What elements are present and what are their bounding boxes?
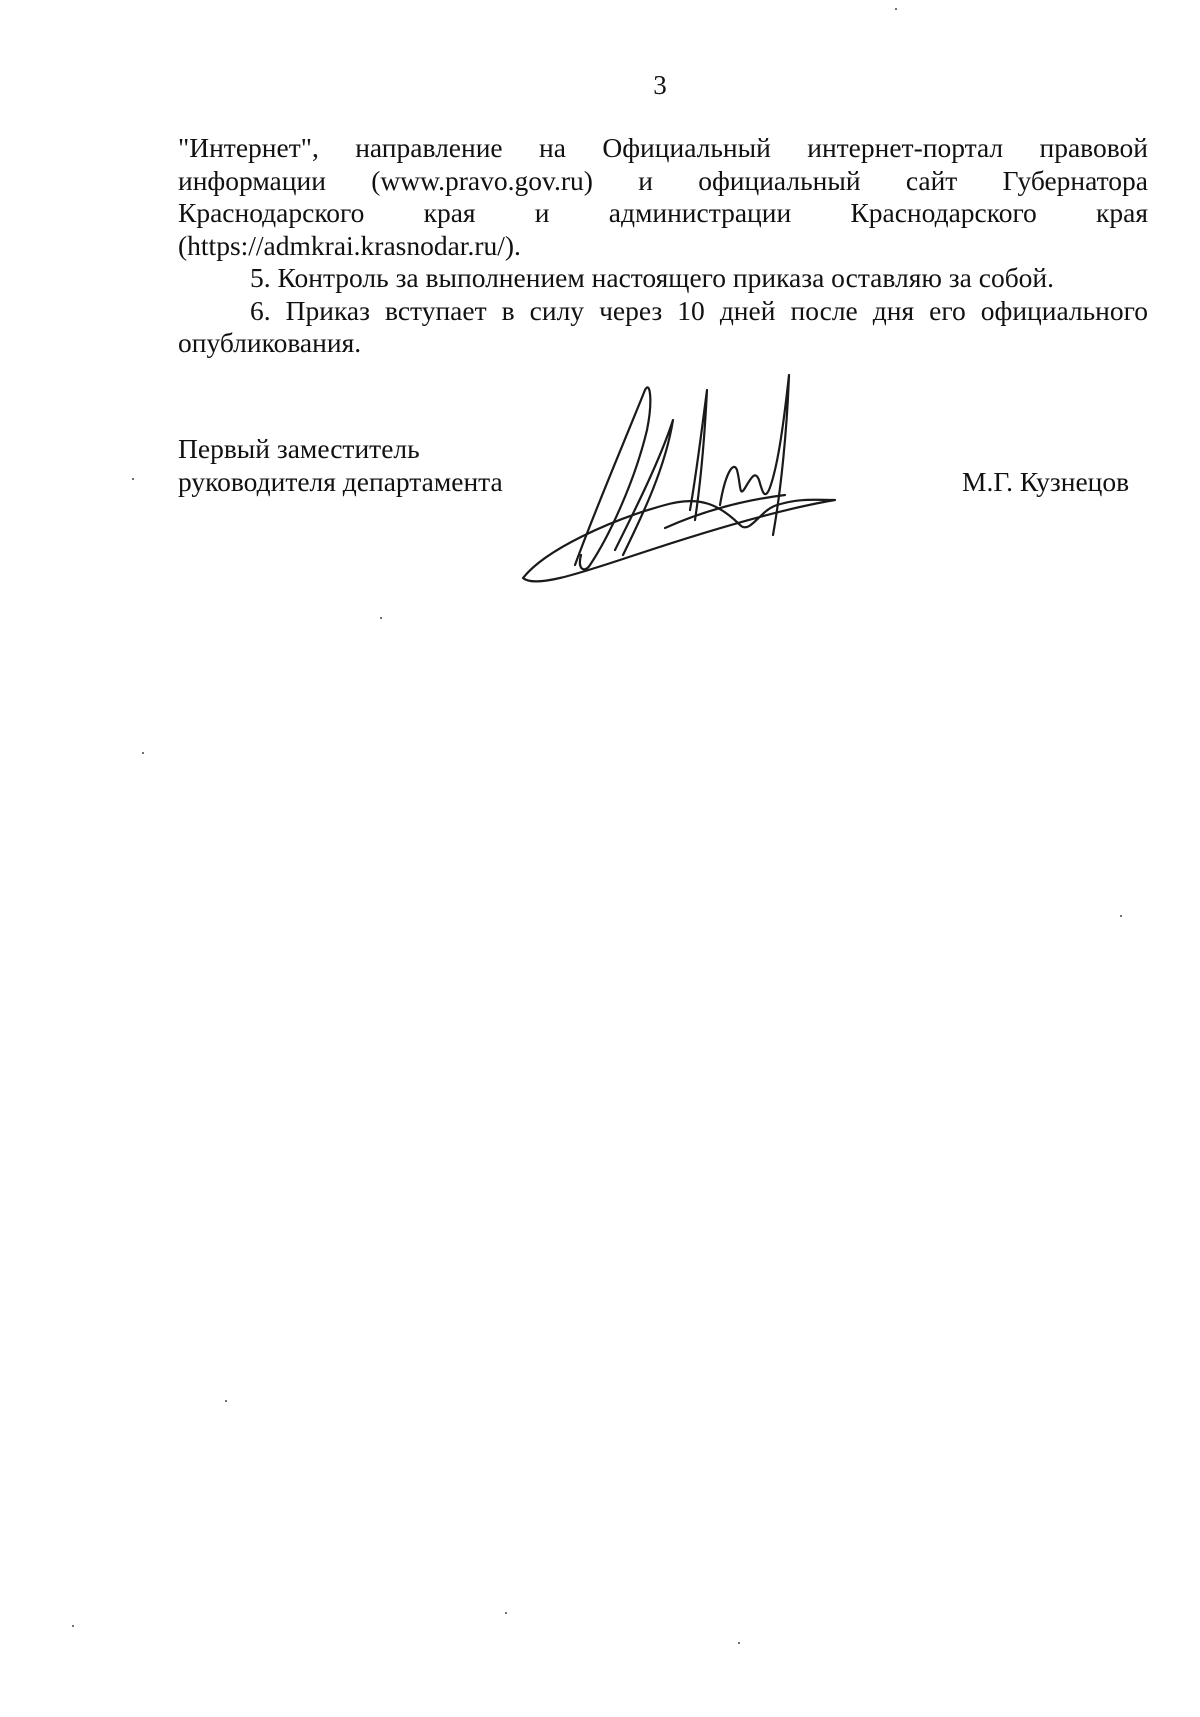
- document-body: [178, 132, 1148, 360]
- scan-speck: [380, 617, 382, 619]
- scan-speck: [72, 1625, 74, 1627]
- paragraph-line: опубликования.: [178, 327, 362, 358]
- page-number: 3: [653, 70, 667, 100]
- scan-speck: [1120, 915, 1122, 917]
- paragraph-line: (https://admkrai.krasnodar.ru/).: [178, 229, 521, 261]
- scan-speck: [738, 1642, 740, 1644]
- scan-speck: [142, 752, 144, 754]
- signer-position: [178, 432, 503, 498]
- scan-speck: [132, 478, 134, 480]
- paragraph-line: "Интернет", направление на Официальный интернет-портал правовой: [178, 132, 1148, 163]
- signer-position-line: руководителя департамента: [178, 466, 503, 497]
- paragraph-line: Краснодарского края и администрации Краснодарского края: [178, 197, 1148, 228]
- paragraph-item-6: 6. Приказ вступает в силу через 10 дней после дня его официального: [250, 294, 1148, 326]
- signer-position-line: Первый заместитель: [178, 433, 420, 464]
- paragraph-line: информации (www.pravo.gov.ru) и официальный сайт Губернатора: [178, 164, 1148, 196]
- scan-speck: [895, 8, 897, 10]
- handwritten-signature: [515, 360, 855, 590]
- signer-name: М.Г. Кузнецов: [962, 466, 1130, 497]
- scan-speck: [225, 1400, 227, 1402]
- scan-speck: [505, 1612, 507, 1614]
- paragraph-item-5: 5. Контроль за выполнением настоящего приказа оставляю за собой.: [250, 262, 1055, 293]
